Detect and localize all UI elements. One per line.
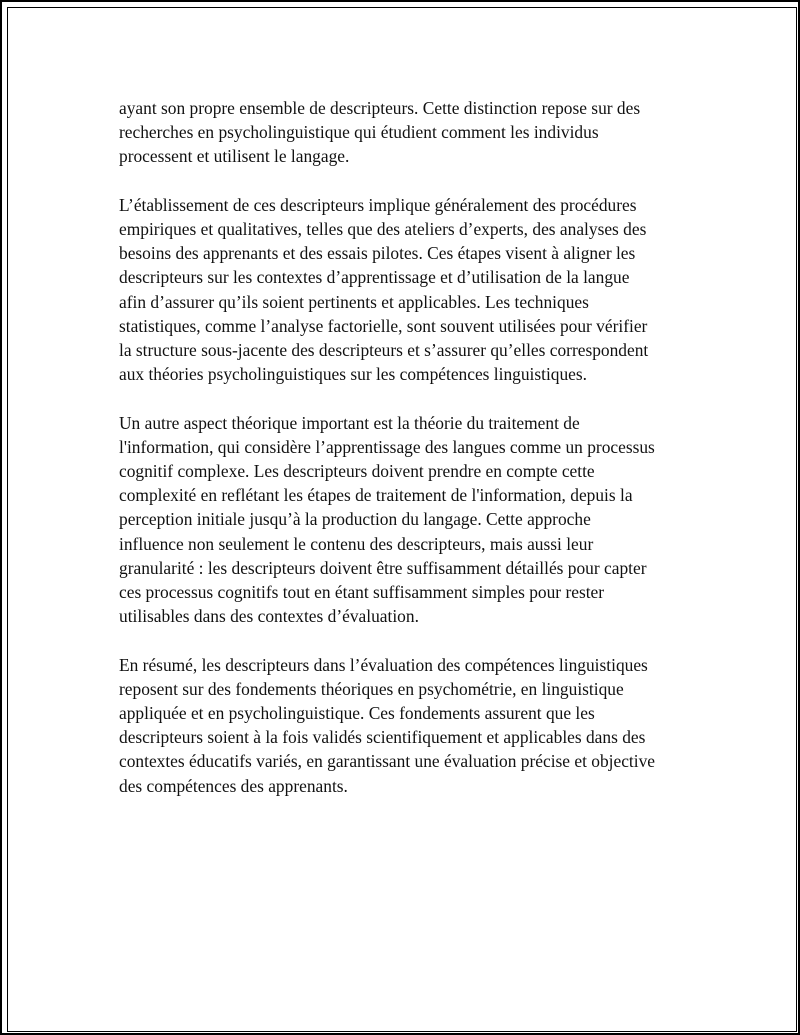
paragraph-3: Un autre aspect théorique important est la théorie du traitement de l'information, qui considère l’apprentissage des langues comme un processus cognitif complexe. Les descripteurs doivent prendre en compte cette complexité en reflétant les étapes de traitement de l'information, depuis la perception initiale jusqu’à la production du langage. Cette approche influence non seulement le contenu des descripteurs, mais aussi leur granularité : les descripteurs doivent être suffisamment détaillés pour capter ces processus cognitifs tout en étant suffisamment simples pour rester utilisables dans des contextes d’évaluation.	[119, 412, 655, 627]
paragraph-2: L’établissement de ces descripteurs implique généralement des procédures empiriques et qualitatives, telles que des ateliers d’experts, des analyses des besoins des apprenants et des essais pilotes. Ces étapes visent à aligner les descripteurs sur les contextes d’apprentissage et d’utilisation de la langue afin d’assurer qu’ils soient pertinents et applicables. Les techniques statistiques, comme l’analyse factorielle, sont souvent utilisées pour vérifier la structure sous-jacente des descripteurs et s’assurer qu’elles correspondent aux théories psycholinguistiques sur les compétences linguistiques.	[119, 194, 649, 385]
document-body	[119, 96, 709, 822]
paragraph-4: En résumé, les descripteurs dans l’évaluation des compétences linguistiques reposent sur des fondements théoriques en psychométrie, en linguistique appliquée et en psycholinguistique. Ces fondements assurent que les descripteurs soient à la fois validés scientifiquement et applicables dans des contextes éducatifs variés, en garantissant une évaluation précise et objective des compétences des apprenants.	[119, 654, 655, 796]
paragraph-1: ayant son propre ensemble de descripteurs. Cette distinction repose sur des recherches en psycholinguistique qui étudient comment les individus processent et utilisent le langage.	[119, 98, 641, 167]
